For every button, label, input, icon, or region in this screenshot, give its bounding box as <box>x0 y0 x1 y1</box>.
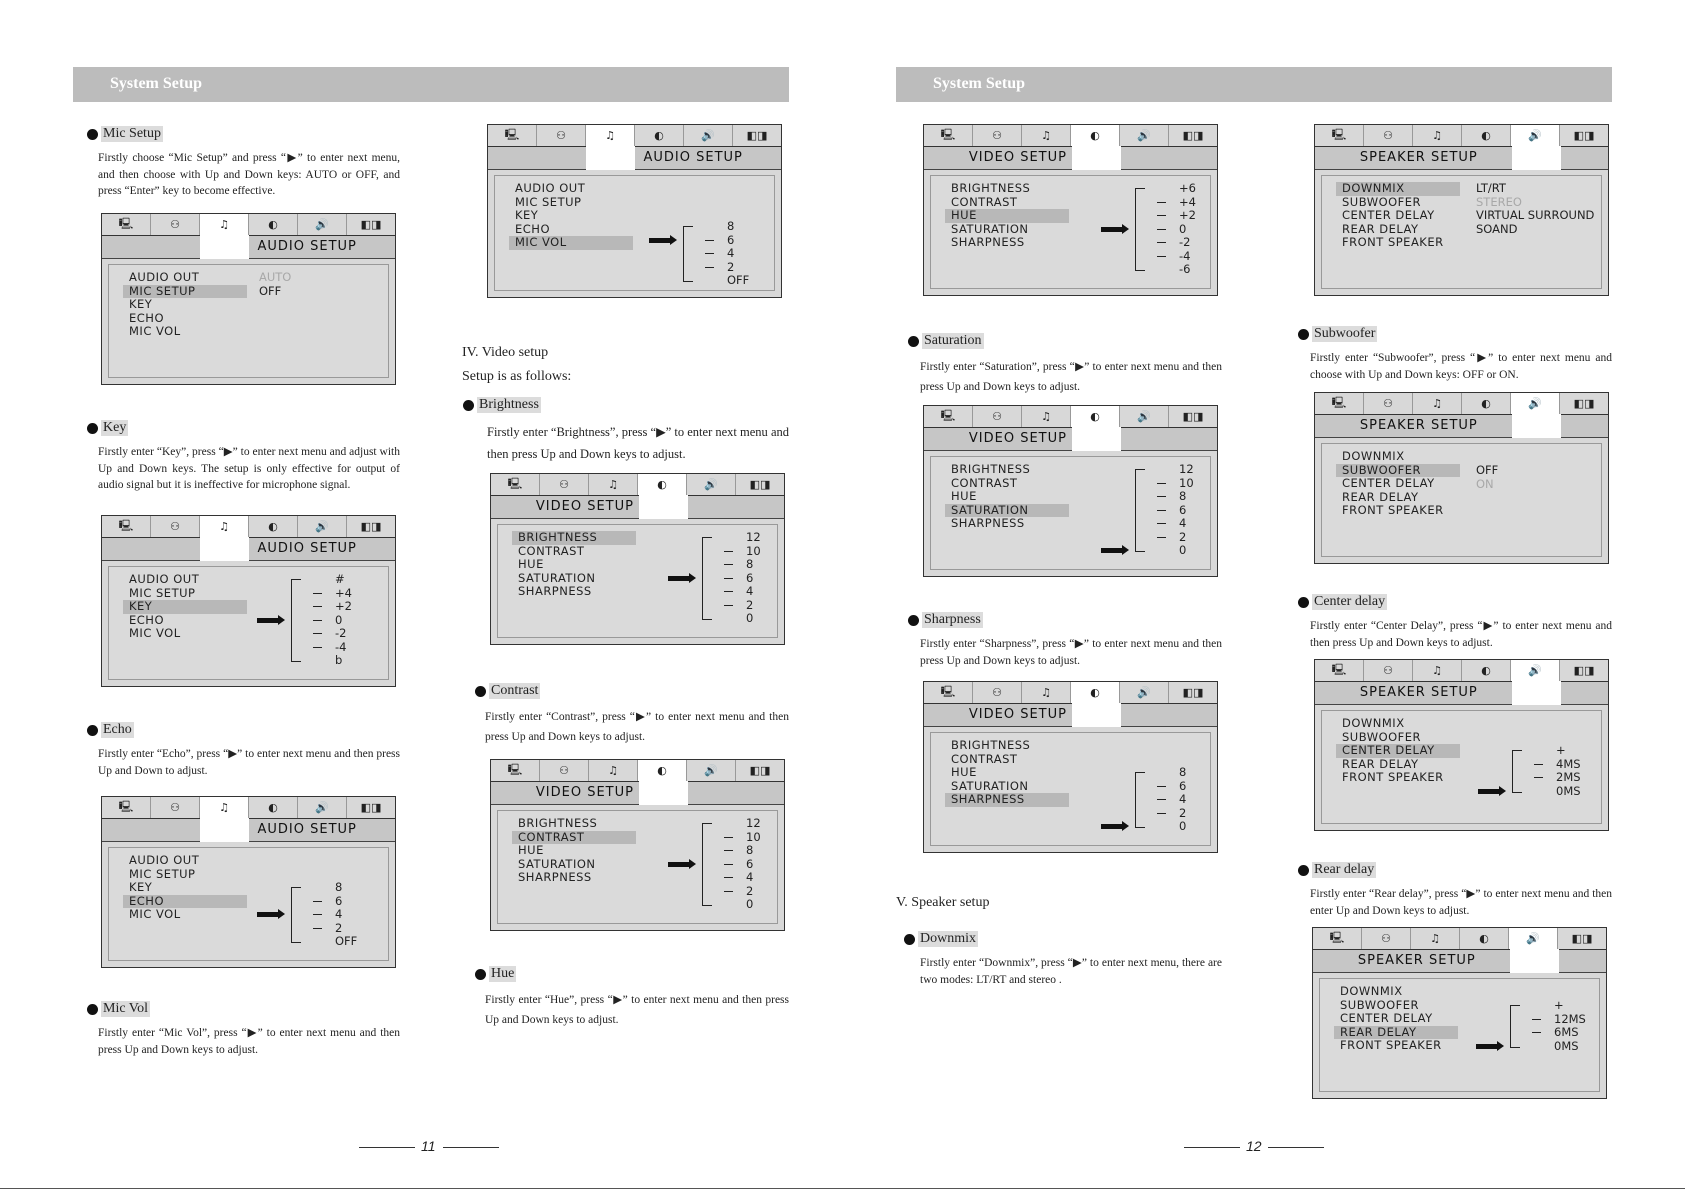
music-note-icon: ♫ <box>1411 928 1460 949</box>
menu-item: SHARPNESS <box>518 870 592 884</box>
menu-item: MIC SETUP <box>515 194 582 209</box>
page-number-11: 11 <box>421 1138 436 1154</box>
menu-item: HUE <box>951 489 977 503</box>
menu-title: VIDEO SETUP <box>535 785 634 800</box>
menu-item: CONTRAST <box>951 475 1018 490</box>
contrast-icon: ◐ <box>638 474 687 495</box>
menu-title: VIDEO SETUP <box>968 431 1067 446</box>
menu-video-saturation <box>923 405 1218 577</box>
menu-item: SATURATION <box>951 778 1029 793</box>
user-icon: ⚇ <box>1364 393 1413 414</box>
menu-item: CONTRAST <box>512 831 636 845</box>
section-key: Key Firstly enter “Key”, press “▶” to enter next menu and adjust with Up and Down keys. The setup is only effective for output of audio signal but it is ineffective for microphone signal. <box>87 420 400 494</box>
scale-value: 2 <box>1179 805 1187 820</box>
menu-item: HUE <box>518 843 544 857</box>
menu-speaker-subwoofer <box>1314 392 1609 564</box>
speaker-icon: 🔊 <box>298 797 347 818</box>
menu-panel <box>497 524 778 638</box>
scale-value: -2 <box>335 626 347 640</box>
arrow-pointer-icon <box>257 912 279 917</box>
menu-title: VIDEO SETUP <box>535 499 634 514</box>
monitor-icon: 🖳 <box>1315 393 1364 414</box>
menu-item: SUBWOOFER <box>1342 729 1422 744</box>
menu-speaker-rear-delay <box>1312 927 1607 1099</box>
scale-value: 10 <box>746 829 761 844</box>
section-subwoofer: Subwoofer Firstly enter “Subwoofer”, press “▶” to enter next menu and choose with Up and Down keys: OFF or ON. <box>1298 326 1612 383</box>
section-mic-setup: Mic Setup Firstly choose “Mic Setup” and press “▶” to enter next menu, and then choose with Up and Down keys: AUTO or OFF, and press “Enter” key to become effective. <box>87 126 400 200</box>
menu-panel <box>1319 978 1600 1092</box>
arrow-pointer-icon <box>1101 824 1123 829</box>
scale-value: 0MS <box>1556 783 1581 798</box>
menu-title: SPEAKER SETUP <box>1359 685 1478 700</box>
section-downmix: Downmix Firstly enter “Downmix”, press “▶” to enter next menu, there are two modes: LT/RT and stereo . <box>904 931 1222 988</box>
dolby-icon: ◧◨ <box>347 516 395 537</box>
scale-value: OFF <box>727 273 750 287</box>
menu-item: KEY <box>123 600 247 614</box>
menu-title: SPEAKER SETUP <box>1359 150 1478 165</box>
music-note-icon: ♫ <box>1413 393 1462 414</box>
menu-item: REAR DELAY <box>1342 489 1419 504</box>
menu-option: OFF <box>1476 463 1499 477</box>
speaker-icon: 🔊 <box>1511 125 1560 146</box>
menu-item: KEY <box>129 297 153 311</box>
scale-value: -2 <box>1179 235 1191 249</box>
menu-item: MIC SETUP <box>129 866 196 881</box>
scale-value: 6 <box>746 570 754 585</box>
menu-item: ECHO <box>123 895 247 909</box>
user-icon: ⚇ <box>540 760 589 781</box>
menu-option: ON <box>1476 476 1494 491</box>
page-number-12: 12 <box>1246 1138 1262 1154</box>
menu-title-bar <box>1313 950 1606 973</box>
menu-item: MIC VOL <box>129 324 181 338</box>
menu-video-contrast <box>490 759 785 931</box>
video-setup-heading: IV. Video setup <box>462 345 549 360</box>
scale-value: 8 <box>746 843 754 857</box>
music-note-icon: ♫ <box>586 125 635 146</box>
menu-title-bar <box>491 496 784 519</box>
scale-value: 4 <box>746 870 754 884</box>
user-icon: ⚇ <box>151 516 200 537</box>
menu-panel <box>930 456 1211 570</box>
menu-item: FRONT SPEAKER <box>1342 235 1444 249</box>
menu-audio-key <box>101 515 396 687</box>
speaker-icon: 🔊 <box>687 474 736 495</box>
scale-value: 8 <box>727 219 735 233</box>
scale-value: 12 <box>1179 462 1194 476</box>
speaker-icon: 🔊 <box>1511 660 1560 681</box>
music-note-icon: ♫ <box>200 214 249 235</box>
menu-item: DOWNMIX <box>1342 449 1405 463</box>
menu-item: CENTER DELAY <box>1342 476 1435 490</box>
monitor-icon: 🖳 <box>102 516 151 537</box>
menu-panel <box>930 175 1211 289</box>
menu-item: ECHO <box>129 612 164 627</box>
scale-value: -4 <box>335 639 347 654</box>
scale-value: 8 <box>1179 489 1187 503</box>
scale-value: 2 <box>1179 529 1187 544</box>
music-note-icon: ♫ <box>1022 682 1071 703</box>
monitor-icon: 🖳 <box>924 125 973 146</box>
user-icon: ⚇ <box>537 125 586 146</box>
header-left: System Setup <box>73 67 789 102</box>
scale-value: 6 <box>335 893 343 908</box>
arrow-pointer-icon <box>668 576 690 581</box>
menu-panel <box>1321 443 1602 557</box>
monitor-icon: 🖳 <box>1315 125 1364 146</box>
contrast-icon: ◐ <box>249 516 298 537</box>
menu-item: FRONT SPEAKER <box>1340 1038 1442 1052</box>
menu-item: SATURATION <box>945 504 1069 518</box>
user-icon: ⚇ <box>151 797 200 818</box>
scale-value: 6 <box>727 232 735 247</box>
speaker-icon: 🔊 <box>687 760 736 781</box>
menu-item: AUDIO OUT <box>129 270 200 284</box>
dolby-icon: ◧◨ <box>347 797 395 818</box>
menu-title-bar <box>1315 682 1608 705</box>
scale-value: 4MS <box>1556 756 1581 771</box>
menu-item: MIC SETUP <box>129 585 196 600</box>
menu-video-brightness <box>490 473 785 645</box>
menu-item: AUDIO OUT <box>129 572 200 586</box>
menu-panel <box>108 847 389 961</box>
scale-value: +2 <box>1179 208 1196 222</box>
arrow-pointer-icon <box>1101 227 1123 232</box>
scale-value: 2 <box>746 597 754 612</box>
menu-item: SHARPNESS <box>518 584 592 598</box>
menu-video-sharpness <box>923 681 1218 853</box>
scale-value: 10 <box>1179 475 1194 490</box>
menu-audio-mic-vol <box>487 124 782 298</box>
menu-item: ECHO <box>129 310 164 325</box>
user-icon: ⚇ <box>973 125 1022 146</box>
scale-value: +6 <box>1179 181 1196 195</box>
scale-value: 4 <box>335 907 343 921</box>
menu-item: CENTER DELAY <box>1342 208 1435 222</box>
bottom-rule <box>0 1188 1685 1189</box>
menu-title-bar <box>924 428 1217 451</box>
contrast-icon: ◐ <box>635 125 684 146</box>
scale-value: 0 <box>746 611 754 625</box>
dolby-icon: ◧◨ <box>736 474 784 495</box>
dolby-icon: ◧◨ <box>347 214 395 235</box>
monitor-icon: 🖳 <box>491 760 540 781</box>
menu-panel <box>1321 710 1602 824</box>
monitor-icon: 🖳 <box>1313 928 1362 949</box>
menu-item: KEY <box>129 880 153 894</box>
menu-title: SPEAKER SETUP <box>1359 418 1478 433</box>
scale-value: 12 <box>746 530 761 544</box>
speaker-icon: 🔊 <box>1120 125 1169 146</box>
user-icon: ⚇ <box>1364 660 1413 681</box>
contrast-icon: ◐ <box>1460 928 1509 949</box>
menu-item: CENTER DELAY <box>1340 1011 1433 1025</box>
menu-item: DOWNMIX <box>1342 716 1405 730</box>
menu-option: VIRTUAL SURROUND <box>1476 208 1595 222</box>
scale-value: 4 <box>1179 516 1187 530</box>
menu-item: SHARPNESS <box>945 793 1069 807</box>
scale-value: 0 <box>335 612 343 627</box>
contrast-icon: ◐ <box>1071 406 1120 427</box>
menu-item: SHARPNESS <box>951 235 1025 249</box>
scale-value: 6 <box>1179 778 1187 793</box>
speaker-icon: 🔊 <box>298 516 347 537</box>
user-icon: ⚇ <box>973 406 1022 427</box>
menu-item: MIC SETUP <box>123 285 247 299</box>
section-saturation: Saturation Firstly enter “Saturation”, press “▶” to enter next menu and then press Up and Down keys to adjust. <box>908 333 1222 397</box>
monitor-icon: 🖳 <box>1315 660 1364 681</box>
scale-value: 0MS <box>1554 1038 1579 1053</box>
scale-value: 8 <box>746 557 754 571</box>
scale-value: OFF <box>335 934 358 948</box>
user-icon: ⚇ <box>973 682 1022 703</box>
scale-value: +4 <box>335 585 352 600</box>
menu-audio-echo <box>101 796 396 968</box>
menu-panel <box>930 732 1211 846</box>
menu-item: SUBWOOFER <box>1340 997 1420 1012</box>
menu-item: SUBWOOFER <box>1336 464 1460 478</box>
scale-value: 12 <box>746 816 761 830</box>
arrow-pointer-icon <box>1476 1044 1498 1049</box>
scale-value: + <box>1556 743 1566 757</box>
menu-item: CONTRAST <box>951 751 1018 766</box>
menu-title: VIDEO SETUP <box>968 150 1067 165</box>
menu-item: AUDIO OUT <box>129 853 200 867</box>
section-contrast: Contrast Firstly enter “Contrast”, press “▶” to enter next menu and then press Up and Down keys to adjust. <box>475 683 789 747</box>
menu-item: FRONT SPEAKER <box>1342 503 1444 517</box>
dolby-icon: ◧◨ <box>1560 393 1608 414</box>
menu-item: KEY <box>515 208 539 222</box>
scale-value: 0 <box>746 897 754 911</box>
menu-title-bar <box>924 704 1217 727</box>
scale-value: 4 <box>1179 792 1187 806</box>
menu-item: BRIGHTNESS <box>951 738 1031 752</box>
menu-item: AUDIO OUT <box>515 181 586 195</box>
arrow-pointer-icon <box>1101 548 1123 553</box>
menu-speaker-downmix <box>1314 124 1609 296</box>
contrast-icon: ◐ <box>249 797 298 818</box>
dolby-icon: ◧◨ <box>1560 660 1608 681</box>
menu-title-bar <box>491 782 784 805</box>
menu-item: CONTRAST <box>518 543 585 558</box>
menu-item: SUBWOOFER <box>1342 194 1422 209</box>
dolby-icon: ◧◨ <box>1169 682 1217 703</box>
speaker-icon: 🔊 <box>298 214 347 235</box>
menu-item: BRIGHTNESS <box>951 181 1031 195</box>
menu-panel <box>108 264 389 378</box>
menu-item: REAR DELAY <box>1342 756 1419 771</box>
dolby-icon: ◧◨ <box>736 760 784 781</box>
section-hue: Hue Firstly enter “Hue”, press “▶” to enter next menu and then press Up and Down keys to adjust. <box>475 966 789 1030</box>
speaker-icon: 🔊 <box>1120 406 1169 427</box>
menu-speaker-center-delay <box>1314 659 1609 831</box>
music-note-icon: ♫ <box>589 760 638 781</box>
section-echo: Echo Firstly enter “Echo”, press “▶” to enter next menu and then press Up and Down to adjust. <box>87 722 400 779</box>
monitor-icon: 🖳 <box>102 797 151 818</box>
arrow-pointer-icon <box>1478 789 1500 794</box>
music-note-icon: ♫ <box>200 797 249 818</box>
contrast-icon: ◐ <box>1462 660 1511 681</box>
scale-value: 0 <box>1179 543 1187 557</box>
music-note-icon: ♫ <box>1413 660 1462 681</box>
contrast-icon: ◐ <box>1071 125 1120 146</box>
scale-value: +2 <box>335 599 352 613</box>
monitor-icon: 🖳 <box>924 682 973 703</box>
dolby-icon: ◧◨ <box>1169 406 1217 427</box>
menu-title-bar <box>924 147 1217 170</box>
scale-value: 12MS <box>1554 1011 1586 1026</box>
dolby-icon: ◧◨ <box>733 125 781 146</box>
menu-panel <box>108 566 389 680</box>
menu-option: OFF <box>259 283 282 298</box>
section-rear-delay: Rear delay Firstly enter “Rear delay”, press “▶” to enter next menu and then enter Up and Down keys to adjust. <box>1298 862 1612 919</box>
menu-title: SPEAKER SETUP <box>1357 953 1476 968</box>
speaker-icon: 🔊 <box>684 125 733 146</box>
speaker-icon: 🔊 <box>1509 928 1558 949</box>
setup-follows-text: Setup is as follows: <box>462 369 572 384</box>
dolby-icon: ◧◨ <box>1169 125 1217 146</box>
speaker-setup-heading: V. Speaker setup <box>896 895 990 910</box>
scale-value: # <box>335 572 345 586</box>
section-mic-vol: Mic Vol Firstly enter “Mic Vol”, press “▶” to enter next menu and then press Up and Down keys to adjust. <box>87 1001 400 1058</box>
menu-item: BRIGHTNESS <box>518 816 598 830</box>
scale-value: +4 <box>1179 194 1196 209</box>
menu-item: HUE <box>945 209 1069 223</box>
music-note-icon: ♫ <box>589 474 638 495</box>
menu-video-hue <box>923 124 1218 296</box>
music-note-icon: ♫ <box>1413 125 1462 146</box>
user-icon: ⚇ <box>540 474 589 495</box>
contrast-icon: ◐ <box>1462 125 1511 146</box>
section-center-delay: Center delay Firstly enter “Center Delay”, press “▶” to enter next menu and then press Up and Down keys to adjust. <box>1298 594 1612 651</box>
section-brightness: Brightness Firstly enter “Brightness”, press “▶” to enter next menu and then press Up and Down keys to adjust. <box>463 397 789 465</box>
scale-value: 8 <box>1179 765 1187 779</box>
menu-panel <box>494 175 775 291</box>
menu-item: CONTRAST <box>951 194 1018 209</box>
menu-panel <box>1321 175 1602 289</box>
menu-title: AUDIO SETUP <box>643 150 743 165</box>
arrow-pointer-icon <box>257 618 279 623</box>
monitor-icon: 🖳 <box>488 125 537 146</box>
music-note-icon: ♫ <box>200 516 249 537</box>
user-icon: ⚇ <box>1364 125 1413 146</box>
scale-value: 2MS <box>1556 770 1581 784</box>
monitor-icon: 🖳 <box>102 214 151 235</box>
contrast-icon: ◐ <box>249 214 298 235</box>
menu-title: AUDIO SETUP <box>257 822 357 837</box>
menu-option: AUTO <box>259 270 292 284</box>
monitor-icon: 🖳 <box>924 406 973 427</box>
menu-item: CENTER DELAY <box>1336 744 1460 758</box>
scale-value: 6 <box>1179 502 1187 517</box>
menu-item: SATURATION <box>518 856 596 871</box>
scale-value: 2 <box>746 883 754 898</box>
menu-item: REAR DELAY <box>1334 1026 1458 1040</box>
scale-value: 8 <box>335 880 343 894</box>
menu-title: AUDIO SETUP <box>257 239 357 254</box>
menu-item: HUE <box>951 765 977 779</box>
contrast-icon: ◐ <box>1071 682 1120 703</box>
scale-value: 10 <box>746 543 761 558</box>
menu-item: DOWNMIX <box>1340 984 1403 998</box>
menu-item: ECHO <box>515 221 550 236</box>
menu-audio-mic-setup <box>101 213 396 385</box>
menu-option: LT/RT <box>1476 181 1506 195</box>
music-note-icon: ♫ <box>1022 125 1071 146</box>
menu-item: SHARPNESS <box>951 516 1025 530</box>
menu-option: SOAND <box>1476 221 1518 236</box>
scale-value: 6MS <box>1554 1025 1579 1039</box>
contrast-icon: ◐ <box>638 760 687 781</box>
menu-item: HUE <box>518 557 544 571</box>
dolby-icon: ◧◨ <box>1560 125 1608 146</box>
monitor-icon: 🖳 <box>491 474 540 495</box>
speaker-icon: 🔊 <box>1120 682 1169 703</box>
menu-panel <box>497 810 778 924</box>
scale-value: 0 <box>1179 819 1187 833</box>
music-note-icon: ♫ <box>1022 406 1071 427</box>
menu-item: BRIGHTNESS <box>512 531 636 545</box>
menu-item: MIC VOL <box>509 236 633 250</box>
menu-item: SATURATION <box>951 221 1029 236</box>
menu-item: SATURATION <box>518 570 596 585</box>
menu-title-bar <box>1315 147 1608 170</box>
header-right: System Setup <box>896 67 1612 102</box>
scale-value: 2 <box>335 920 343 935</box>
scale-value: -6 <box>1179 262 1191 276</box>
menu-title: AUDIO SETUP <box>257 541 357 556</box>
menu-item: FRONT SPEAKER <box>1342 770 1444 784</box>
user-icon: ⚇ <box>151 214 200 235</box>
dolby-icon: ◧◨ <box>1558 928 1606 949</box>
speaker-icon: 🔊 <box>1511 393 1560 414</box>
menu-item: BRIGHTNESS <box>951 462 1031 476</box>
arrow-pointer-icon <box>649 238 671 243</box>
menu-item: DOWNMIX <box>1336 182 1460 196</box>
scale-value: 2 <box>727 259 735 274</box>
contrast-icon: ◐ <box>1462 393 1511 414</box>
menu-item: MIC VOL <box>129 907 181 921</box>
scale-value: -4 <box>1179 248 1191 263</box>
scale-value: 4 <box>746 584 754 598</box>
scale-value: 6 <box>746 856 754 871</box>
menu-option: STEREO <box>1476 194 1522 209</box>
arrow-pointer-icon <box>668 862 690 867</box>
scale-value: 4 <box>727 246 735 260</box>
scale-value: + <box>1554 998 1564 1012</box>
scale-value: 0 <box>1179 221 1187 236</box>
menu-title-bar <box>1315 415 1608 438</box>
scale-value: b <box>335 653 343 667</box>
menu-title: VIDEO SETUP <box>968 707 1067 722</box>
section-sharpness: Sharpness Firstly enter “Sharpness”, press “▶” to enter next menu and then press Up and Down keys to adjust. <box>908 612 1222 669</box>
menu-item: REAR DELAY <box>1342 221 1419 236</box>
user-icon: ⚇ <box>1362 928 1411 949</box>
menu-item: MIC VOL <box>129 626 181 640</box>
